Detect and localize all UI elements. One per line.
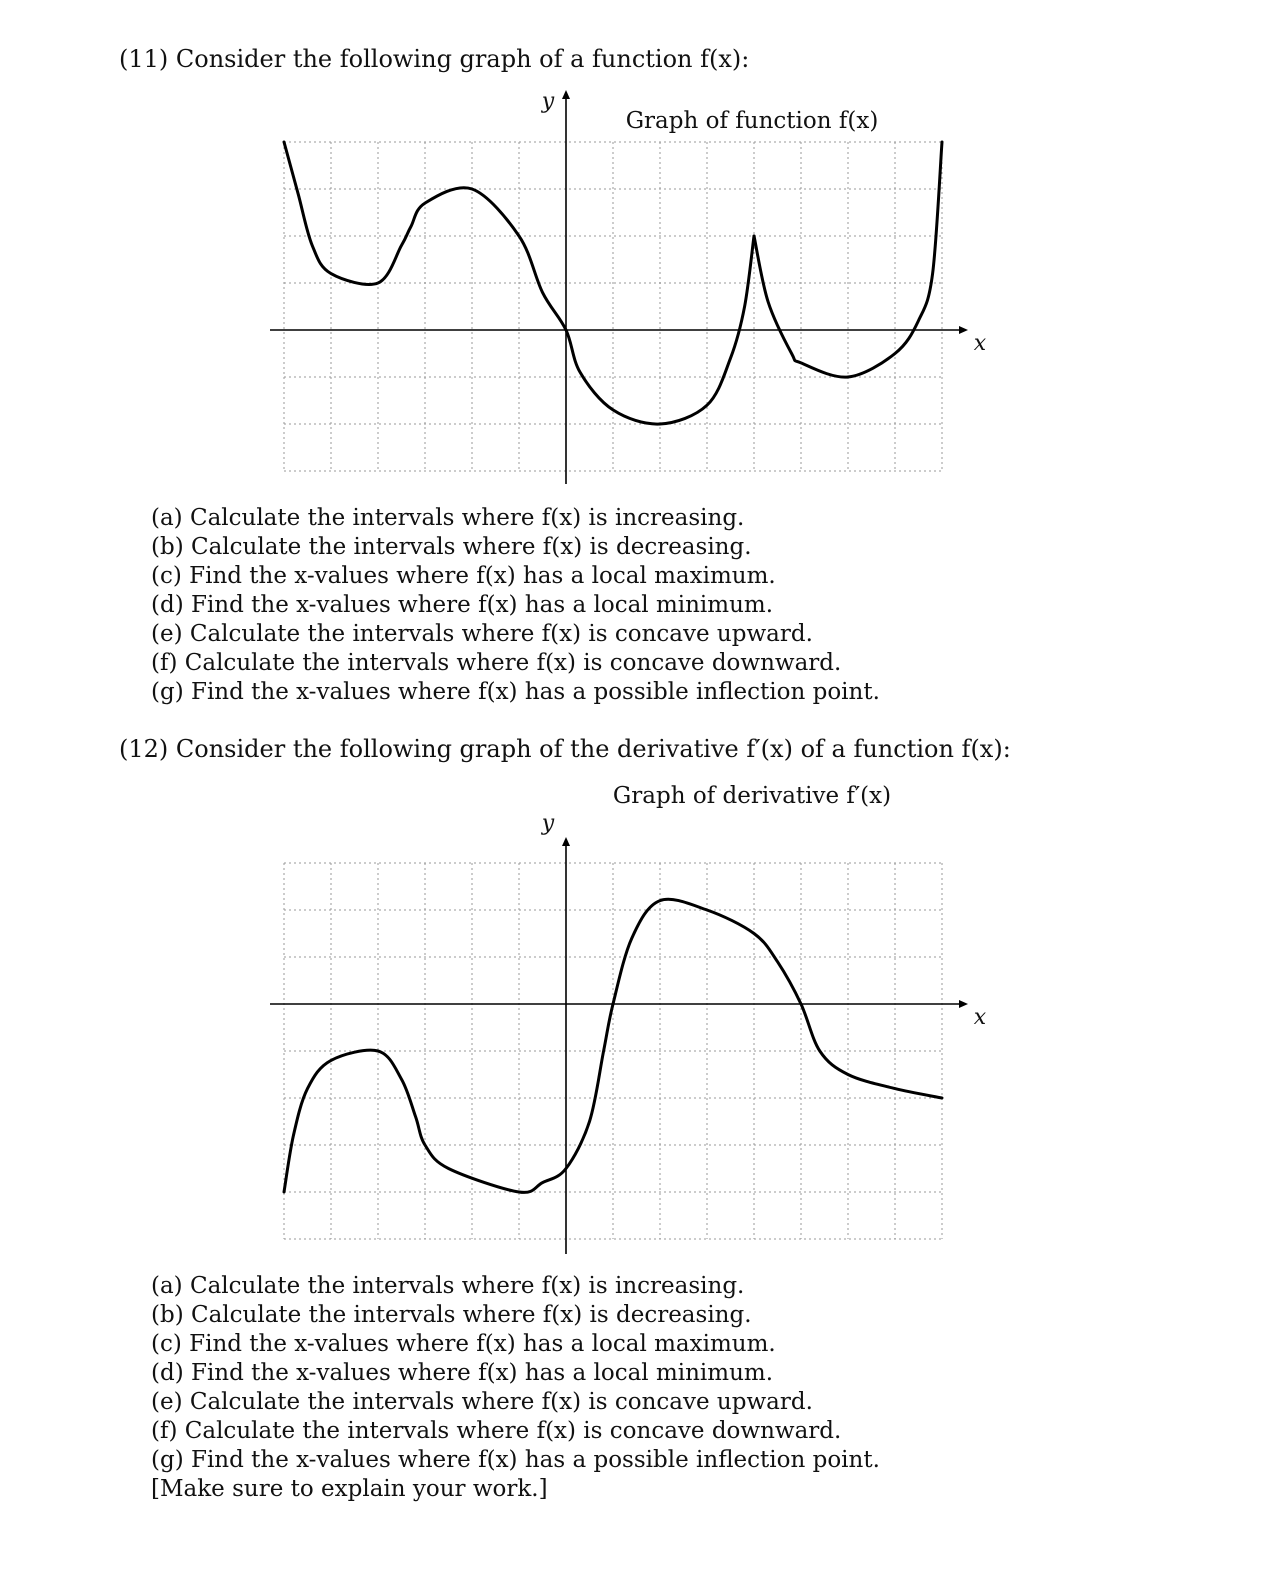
p11-question-4: (e) Calculate the intervals where f(x) is concave upward.	[151, 621, 813, 647]
p12-question-3: (d) Find the x-values where f(x) has a local minimum.	[151, 1360, 774, 1386]
problem-11-heading: (11) Consider the following graph of a function f(x):	[119, 45, 750, 73]
p11-question-1: (b) Calculate the intervals where f(x) is decreasing.	[151, 534, 752, 560]
p12-question-2: (c) Find the x-values where f(x) has a local maximum.	[151, 1331, 776, 1357]
p11-question-5: (f) Calculate the intervals where f(x) is concave downward.	[151, 650, 842, 676]
x-axis-label: x	[973, 331, 987, 356]
p12-question-4: (e) Calculate the intervals where f(x) is concave upward.	[151, 1389, 813, 1415]
p12-question-7: [Make sure to explain your work.]	[151, 1476, 548, 1502]
chart-title: Graph of derivative f′(x)	[612, 783, 892, 809]
p11-question-0: (a) Calculate the intervals where f(x) is increasing.	[151, 505, 745, 531]
p12-question-0: (a) Calculate the intervals where f(x) is increasing.	[151, 1273, 745, 1299]
problem-12-heading: (12) Consider the following graph of the derivative f′(x) of a function f(x):	[119, 735, 1011, 763]
y-axis-label: y	[541, 89, 555, 114]
p11-question-6: (g) Find the x-values where f(x) has a possible inflection point.	[151, 679, 880, 705]
y-axis-arrowhead	[562, 837, 570, 846]
p12-question-5: (f) Calculate the intervals where f(x) is concave downward.	[151, 1418, 842, 1444]
p12-question-1: (b) Calculate the intervals where f(x) is decreasing.	[151, 1302, 752, 1328]
p11-question-2: (c) Find the x-values where f(x) has a local maximum.	[151, 563, 776, 589]
x-axis-label: x	[973, 1005, 987, 1030]
y-axis-label: y	[541, 811, 555, 836]
x-axis-arrowhead	[959, 1000, 968, 1008]
chart-title: Graph of function f(x)	[625, 108, 879, 134]
problem-12-questions	[151, 1272, 880, 1504]
p12-question-6: (g) Find the x-values where f(x) has a possible inflection point.	[151, 1447, 880, 1473]
p11-question-3: (d) Find the x-values where f(x) has a local minimum.	[151, 592, 774, 618]
